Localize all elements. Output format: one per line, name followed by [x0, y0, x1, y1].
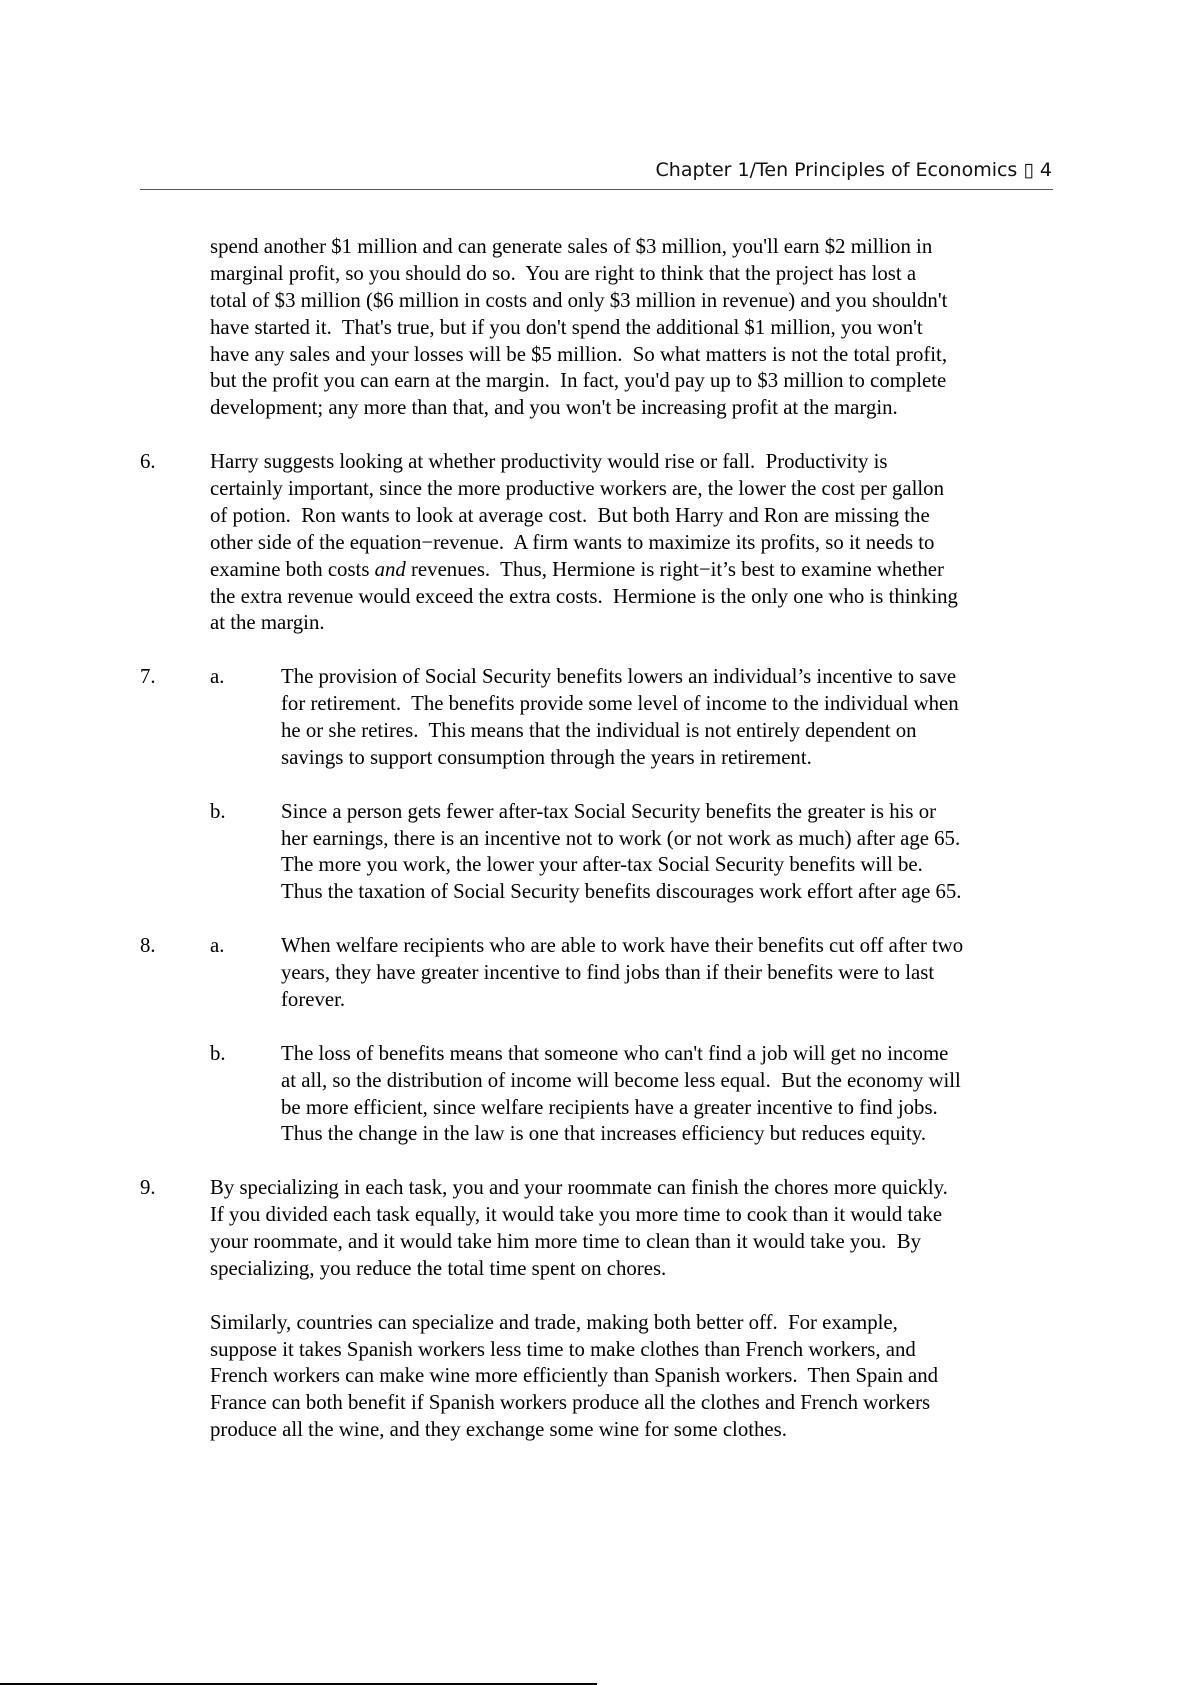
header-rule [140, 189, 1053, 190]
answer-paragraph [0, 664, 1191, 772]
text-line: other side of the equation−revenue. A firm wants to maximize its profits, so it needs to [210, 530, 935, 554]
text-line: The more you work, the lower your after-tax Social Security benefits will be. [281, 853, 923, 877]
text-line: By specializing in each task, you and your roommate can finish the chores more quickly. [210, 1176, 948, 1200]
sub-item-letter: b. [210, 799, 226, 823]
text-line: for retirement. The benefits provide some level of income to the individual when [281, 692, 959, 716]
text-line: The provision of Social Security benefits lowers an individual’s incentive to save [281, 665, 957, 689]
text-line: France can both benefit if Spanish workers produce all the clothes and French workers [210, 1391, 931, 1415]
text-line: spend another $1 million and can generate sales of $3 million, you'll earn $2 million in [210, 235, 933, 258]
sub-item-letter: b. [210, 1041, 226, 1065]
paragraph-text [210, 1175, 1191, 1283]
item-number: 9. [140, 1176, 156, 1200]
text-line: suppose it takes Spanish workers less time to make clothes than French workers, and [210, 1337, 916, 1361]
emphasized-text: and [374, 557, 406, 581]
text-line: years, they have greater incentive to find jobs than if their benefits were to last [281, 961, 935, 985]
text-line: certainly important, since the more productive workers are, the lower the cost per gallon [210, 477, 944, 501]
header-title: Chapter 1/Ten Principles of Economics [655, 159, 1018, 181]
text-line: at all, so the distribution of income will become less equal. But the economy will [281, 1068, 961, 1092]
sub-item-letter: a. [210, 934, 225, 958]
text-line: If you divided each task equally, it would take you more time to cook than it would take [210, 1203, 943, 1227]
sub-item-letter: a. [210, 665, 225, 689]
text-line: produce all the wine, and they exchange some wine for some clothes. [210, 1418, 787, 1442]
missing-glyph-icon: ▯ [1023, 159, 1034, 181]
item-number: 6. [140, 450, 156, 474]
answer-paragraph [0, 1310, 1191, 1444]
answer-paragraph [0, 799, 1191, 907]
running-header [656, 159, 1052, 181]
text-line: Harry suggests looking at whether productivity would rise or fall. Productivity is [210, 450, 888, 474]
answer-paragraph [0, 1175, 1191, 1283]
text-line: Since a person gets fewer after-tax Social Security benefits the greater is his or [281, 799, 937, 823]
text-line: but the profit you can earn at the margin. In fact, you'd pay up to $3 million to complete [210, 369, 947, 393]
text-line [210, 557, 1191, 584]
paragraph-text [210, 1310, 1191, 1444]
page-number: 4 [1039, 159, 1052, 181]
text-line: forever. [281, 987, 346, 1011]
text-line: savings to support consumption through the years in retirement. [281, 745, 812, 769]
text-line: development; any more than that, and you won't be increasing profit at the margin. [210, 396, 898, 420]
paragraph-text [281, 664, 1191, 772]
paragraph-text [210, 449, 1191, 637]
text-line: have started it. That's true, but if you don't spend the additional $1 million, you won't [210, 315, 923, 339]
text-line: French workers can make wine more efficiently than Spanish workers. Then Spain and [210, 1364, 939, 1388]
paragraph-text [281, 1041, 1191, 1149]
text-line: her earnings, there is an incentive not to work (or not work as much) after age 65. [281, 826, 961, 850]
text-segment: revenues. Thus, Hermione is right−it’s best to examine whether [405, 557, 944, 581]
text-line: marginal profit, so you should do so. You are right to think that the project has lost a [210, 261, 917, 285]
text-line: Similarly, countries can specialize and trade, making both better off. For example, [210, 1310, 898, 1334]
text-line: total of $3 million ($6 million in costs and only $3 million in revenue) and you shouldn't [210, 288, 948, 312]
text-line: Thus the change in the law is one that increases efficiency but reduces equity. [281, 1122, 927, 1146]
text-line: have any sales and your losses will be $5 million. So what matters is not the total profit, [210, 342, 948, 366]
text-segment: examine both costs [210, 557, 375, 581]
paragraph-text [281, 799, 1191, 907]
text-line: Thus the taxation of Social Security benefits discourages work effort after age 65. [281, 880, 962, 904]
text-line: at the margin. [210, 611, 325, 635]
paragraph-text [281, 933, 1191, 1014]
text-line: the extra revenue would exceed the extra costs. Hermione is the only one who is thinking [210, 584, 958, 608]
text-line: The loss of benefits means that someone who can't find a job will get no income [281, 1041, 949, 1065]
answer-paragraph [0, 449, 1191, 637]
answer-paragraph [0, 234, 1191, 422]
text-line: your roommate, and it would take him more time to clean than it would take you. By [210, 1229, 921, 1253]
text-line: of potion. Ron wants to look at average cost. But both Harry and Ron are missing the [210, 503, 930, 527]
text-line: he or she retires. This means that the individual is not entirely dependent on [281, 719, 917, 743]
text-line: be more efficient, since welfare recipients have a greater incentive to find jobs. [281, 1095, 938, 1119]
answer-paragraph [0, 933, 1191, 1014]
answer-paragraph [0, 1041, 1191, 1149]
document-body [0, 234, 1191, 1471]
item-number: 7. [140, 665, 156, 689]
text-line: specializing, you reduce the total time spent on chores. [210, 1256, 667, 1280]
item-number: 8. [140, 934, 156, 958]
text-line: When welfare recipients who are able to work have their benefits cut off after two [281, 934, 964, 958]
paragraph-text [210, 234, 1191, 422]
